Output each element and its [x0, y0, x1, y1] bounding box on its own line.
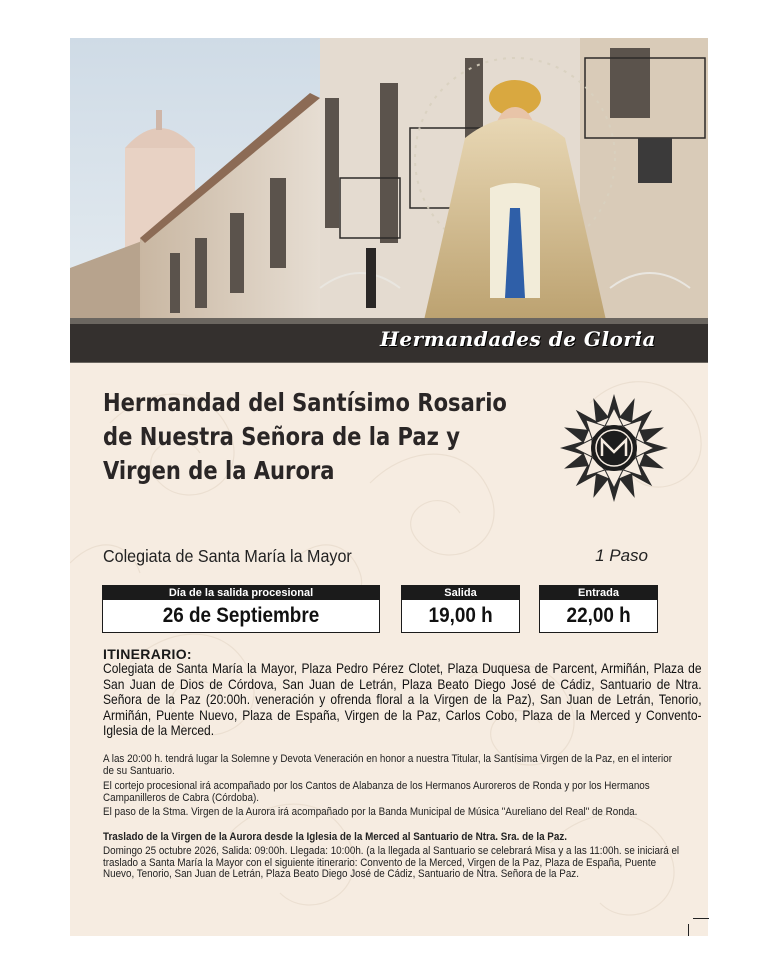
- day-box: [102, 585, 380, 633]
- salida-label: Salida: [402, 586, 519, 600]
- traslado-body: Domingo 25 octubre 2026, Salida: 09:00h. Llegada: 10:00h. (a la llegada al Santuario se celebrará Misa y a las 11:00h. se iniciará el traslado a Santa María la Mayor con el siguiente itinerario: Convento de la Merced, Virgen de la Paz, Plaza de España, Puente Nuevo, Tenorio, San Juan de Letrán, Plaza Beato Diego José de Cádiz, Santuario de Ntra. Señora de la Paz.: [103, 845, 680, 881]
- banner-title: Hermandades de Gloria: [380, 327, 656, 351]
- crop-mark-vertical: [688, 924, 689, 936]
- salida-value: 19,00 h: [428, 604, 493, 627]
- page-background: [70, 38, 708, 936]
- note-veneration: A las 20:00 h. tendrá lugar la Solemne y Devota Veneración en honor a nuestra Titular, la Santísima Virgen de la Paz, en el interior de su Santuario.: [103, 753, 672, 777]
- entrada-box: [539, 585, 658, 633]
- itinerary-body: Colegiata de Santa María la Mayor, Plaza Pedro Pérez Clotet, Plaza Duquesa de Parcent, Armiñán, Plaza de San Juan de Dios de Córdova, San Juan de Letrán, Plaza Beato Diego José de Cádiz, Santuario de Ntra. Señora de la Paz (20:00h. veneración y ofrenda floral a la Virgen de la Paz), San Juan de Letrán, Tenorio, Armiñán, Puente Nuevo, Plaza de España, Virgen de la Paz, Carlos Cobo, Plaza de la Merced y Convento-Iglesia de la Merced.: [103, 660, 702, 739]
- note-cortejo: El cortejo procesional irá acompañado por los Cantos de Alabanza de los Hermanos Auroreros de Ronda y por los Hermanos Campanilleros de Cabra (Córdoba).: [103, 780, 650, 804]
- title-line-1: Hermandad del Santísimo Rosario: [103, 388, 507, 417]
- itinerary-heading: ITINERARIO:: [103, 646, 192, 662]
- entrada-label: Entrada: [540, 586, 657, 600]
- day-value: 26 de Septiembre: [162, 604, 320, 627]
- salida-box: [401, 585, 520, 633]
- note-banda: El paso de la Stma. Virgen de la Aurora irá acompañado por la Banda Municipal de Música "Aureliano del Real" de Ronda.: [103, 806, 638, 818]
- title-line-2: de Nuestra Señora de la Paz y: [103, 422, 460, 451]
- church-location: Colegiata de Santa María la Mayor: [103, 546, 352, 566]
- brotherhood-title: [103, 386, 507, 488]
- brotherhood-emblem: [558, 392, 670, 504]
- crop-mark-horizontal: [693, 918, 709, 919]
- pasos-count: 1 Paso: [595, 546, 648, 565]
- traslado-title: Traslado de la Virgen de la Aurora desde la Iglesia de la Merced al Santuario de Ntra. Sra. de la Paz.: [103, 831, 567, 843]
- title-line-3: Virgen de la Aurora: [103, 456, 335, 485]
- hero-photo: [70, 38, 708, 363]
- day-label: Día de la salida procesional: [103, 586, 379, 600]
- entrada-value: 22,00 h: [566, 604, 631, 627]
